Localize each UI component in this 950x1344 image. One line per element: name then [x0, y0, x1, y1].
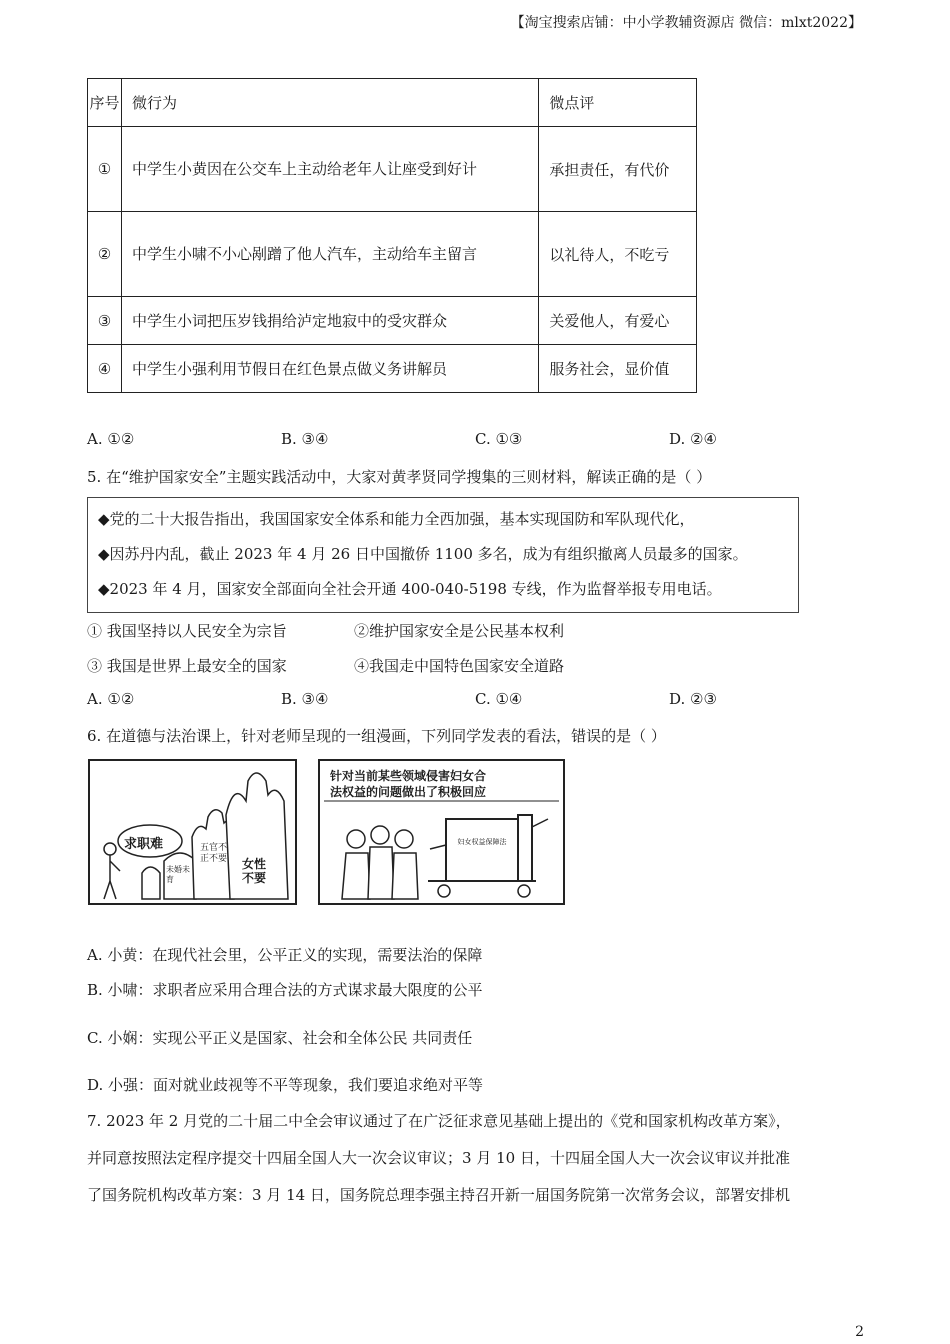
row-index: ③: [88, 297, 122, 345]
row-action: 中学生小词把压岁钱捐给泸定地寂中的受灾群众: [122, 297, 539, 345]
header-index: 序号: [88, 79, 122, 127]
q4-option-d[interactable]: D. ②④: [669, 430, 717, 448]
q5-material: ◆因苏丹内乱，截止 2023 年 4 月 26 日中国撤侨 1100 多名，成为有组织撤离人员最多的国家。: [98, 545, 748, 563]
q6-option-b[interactable]: B. 小啸：求职者应采用合理合法的方式谋求最大限度的公平: [87, 981, 483, 999]
row-comment: 以礼待人，不吃亏: [539, 212, 697, 297]
q5-statement-3: ③ 我国是世界上最安全的国家: [87, 657, 287, 675]
comic-right-book-title: 妇女权益保障法: [457, 838, 507, 846]
row-action: 中学生小强利用节假日在红色景点做义务讲解员: [122, 345, 539, 393]
table-header-row: [88, 79, 697, 127]
row-comment: 服务社会，显价值: [539, 345, 697, 393]
page-header: 【淘宝搜索店铺：中小学教辅资源店 微信：mlxt2022】: [510, 15, 862, 31]
row-index: ④: [88, 345, 122, 393]
q5-stem: 5. 在“维护国家安全”主题实践活动中，大家对黄孝贤同学搜集的三则材料，解读正确的是（ ）: [87, 468, 712, 486]
q6-option-c[interactable]: C. 小娴：实现公平正义是国家、社会和全体公民 共同责任: [87, 1029, 473, 1047]
comic-left-bubble: 求职难: [124, 837, 164, 852]
q5-material: ◆党的二十大报告指出，我国国家安全体系和能力全西加强，基本实现国防和军队现代化，: [98, 510, 695, 528]
row-index: ①: [88, 127, 122, 212]
header-comment: 微点评: [539, 79, 697, 127]
q5-material-box: [87, 497, 799, 613]
table-row: [88, 212, 697, 297]
table-row: [88, 127, 697, 212]
q5-statement-1: ① 我国坚持以人民安全为宗旨: [87, 622, 287, 640]
q6-option-a[interactable]: A. 小黄：在现代社会里，公平正义的实现，需要法治的保障: [87, 946, 483, 964]
q5-option-a[interactable]: A. ①②: [87, 690, 135, 708]
q7-line: 了国务院机构改革方案：3 月 14 日，国务院总理李强主持召开新一届国务院第一次常务会议，部署安排机: [87, 1186, 790, 1204]
q4-option-a[interactable]: A. ①②: [87, 430, 135, 448]
q7-line: 7. 2023 年 2 月党的二十届二中全会审议通过了在广泛征求意见基础上提出的《党和国家机构改革方案》，: [87, 1112, 791, 1130]
behavior-table: [87, 78, 697, 393]
q5-option-d[interactable]: D. ②③: [669, 690, 717, 708]
q5-option-c[interactable]: C. ①④: [475, 690, 523, 708]
row-index: ②: [88, 212, 122, 297]
comic-right-caption: 针对当前某些领域侵害妇女合: [330, 769, 487, 783]
comic-left-hand-1: 未婚未育: [166, 865, 190, 884]
q4-option-b[interactable]: B. ③④: [281, 430, 329, 448]
q7-line: 并同意按照法定程序提交十四届全国人大一次会议审议；3 月 10 日，十四届全国人大一次会议审议并批准: [87, 1149, 790, 1167]
q5-option-b[interactable]: B. ③④: [281, 690, 329, 708]
page-number: 2: [855, 1324, 864, 1340]
q6-stem: 6. 在道德与法治课上，针对老师呈现的一组漫画，下列同学发表的看法，错误的是（ ）: [87, 727, 666, 745]
header-action: 微行为: [122, 79, 539, 127]
comic-left-hand-2: 五官不正不要: [200, 843, 228, 864]
q4-option-c[interactable]: C. ①③: [475, 430, 523, 448]
comic-left: [88, 759, 297, 905]
row-comment: 承担责任，有代价: [539, 127, 697, 212]
q5-statement-2: ②维护国家安全是公民基本权利: [354, 622, 565, 640]
row-comment: 关爱他人，有爱心: [539, 297, 697, 345]
table-row: [88, 297, 697, 345]
comic-right-caption: 法权益的问题做出了积极回应: [330, 785, 487, 799]
comic-left-hand-3: 女性不要: [242, 857, 267, 885]
row-action: 中学生小啸不小心剐蹭了他人汽车，主动给车主留言: [122, 212, 539, 297]
q5-statement-4: ④我国走中国特色国家安全道路: [354, 657, 565, 675]
row-action: 中学生小黄因在公交车上主动给老年人让座受到好计: [122, 127, 539, 212]
q5-material: ◆2023 年 4 月，国家安全部面向全社会开通 400-040-5198 专线，作为监督举报专用电话。: [98, 580, 722, 598]
q6-option-d[interactable]: D. 小强：面对就业歧视等不平等现象，我们要追求绝对平等: [87, 1076, 484, 1094]
table-row: [88, 345, 697, 393]
comic-right: [318, 759, 565, 905]
